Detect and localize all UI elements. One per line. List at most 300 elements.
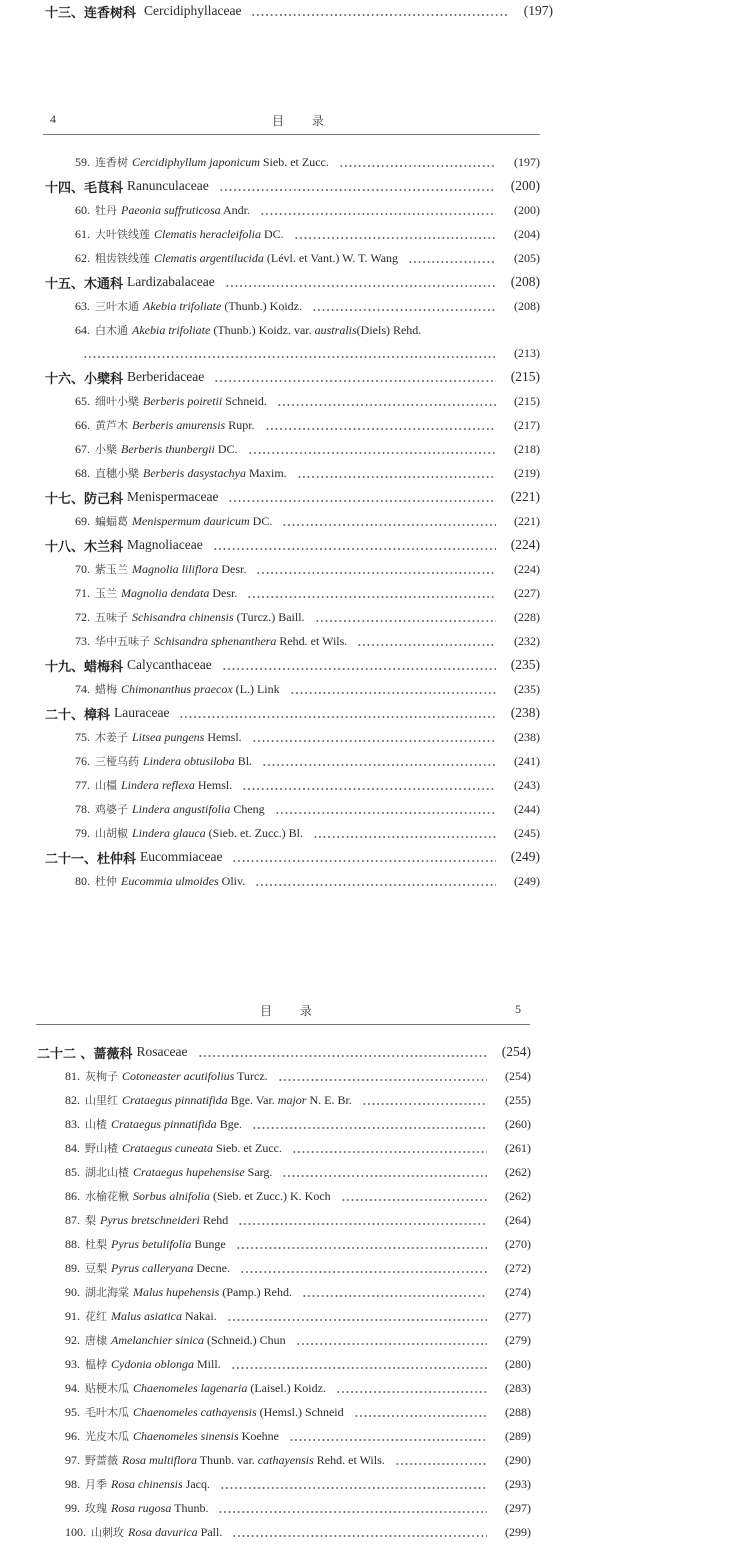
author-text: Jacq. <box>182 1476 210 1491</box>
entry-number: 91. <box>65 1308 80 1323</box>
author-text: Desr. <box>218 561 247 576</box>
page-ref: (264) <box>505 1212 531 1227</box>
entry-cn-name: 牡丹 <box>95 204 117 217</box>
page-ref: (215) <box>510 369 540 384</box>
author-text: (Sieb. et Zucc.) K. Koch <box>210 1188 331 1203</box>
author-text: Ranunculaceae <box>127 178 209 193</box>
page-number: 4 <box>50 112 56 126</box>
author-text: Eucommiaceae <box>140 849 223 864</box>
dot-leader <box>282 516 496 526</box>
section-cn-name: 十三、连香树科 <box>45 5 137 21</box>
dot-leader <box>408 253 496 263</box>
header-rule <box>36 1024 530 1025</box>
author-text: Schneid. <box>222 393 267 408</box>
dot-leader <box>277 396 496 406</box>
dot-leader <box>315 612 496 622</box>
entry-cn-name: 杜仲 <box>95 875 117 888</box>
page-ref: (221) <box>514 513 540 528</box>
entry-cn-name: 蜡梅 <box>95 683 117 696</box>
author-text: Magnoliaceae <box>127 537 203 552</box>
entry-cn-name: 小檗 <box>95 443 117 456</box>
dot-leader <box>240 1263 487 1273</box>
toc-entry-row <box>65 1282 531 1302</box>
entry-number: 86. <box>65 1188 80 1203</box>
page-ref: (197) <box>523 3 553 18</box>
entry-number: 76. <box>75 753 90 768</box>
entry-number: 93. <box>65 1356 80 1371</box>
latin-name: Berberis thunbergii <box>121 441 215 456</box>
dot-leader <box>179 708 496 718</box>
latin-name: Crataegus pinnatifida <box>122 1092 228 1107</box>
entry-number: 64. <box>75 322 90 337</box>
latin-name: Lindera reflexa <box>121 777 195 792</box>
dot-leader <box>218 1503 487 1513</box>
latin-name: Chaenomeles sinensis <box>133 1428 239 1443</box>
latin-name: Clematis heracleifolia <box>154 226 261 241</box>
author-text: Thunb. <box>171 1500 209 1515</box>
page-ref: (272) <box>505 1260 531 1275</box>
latin-name: Schisandra chinensis <box>132 609 234 624</box>
dot-leader <box>228 492 496 502</box>
latin-name: Akebia trifoliate <box>132 322 211 337</box>
page-ref: (200) <box>510 178 540 193</box>
latin-name: Pyrus betulifolia <box>111 1236 192 1251</box>
toc-entry-row <box>65 1522 531 1542</box>
toc-entry-row <box>65 1426 531 1446</box>
entry-cn-name: 玉兰 <box>95 587 117 600</box>
latin-name: Rosa rugosa <box>111 1500 172 1515</box>
page-ref: (205) <box>514 250 540 265</box>
dot-leader <box>232 1527 487 1537</box>
toc-section-row <box>45 703 540 723</box>
dot-leader <box>357 636 496 646</box>
author-text: Sarg. <box>244 1164 273 1179</box>
author-text: (L.) Link <box>232 681 280 696</box>
latin-name: Cercidiphyllum japonicum <box>132 154 260 169</box>
page-ref: (227) <box>514 585 540 600</box>
page-ref: (279) <box>505 1332 531 1347</box>
toc-entry-row <box>75 224 540 244</box>
toc-entry-row <box>65 1186 531 1206</box>
author-text: Rehd. et Wils. <box>313 1452 385 1467</box>
dot-leader <box>251 6 509 16</box>
dot-leader <box>220 1479 487 1489</box>
latin-name: cathayensis <box>257 1452 314 1467</box>
entry-cn-name: 直穗小檗 <box>95 467 139 480</box>
toc-entry-row <box>75 296 540 316</box>
toc-entry-row <box>65 1402 531 1422</box>
toc-entry-row <box>65 1330 531 1350</box>
latin-name: Pyrus bretschneideri <box>100 1212 200 1227</box>
entry-number: 100. <box>65 1524 86 1539</box>
dot-leader <box>198 1047 488 1057</box>
author-text: DC. <box>261 226 284 241</box>
author-text: Bl. <box>234 753 253 768</box>
latin-name: Chimonanthus praecox <box>121 681 233 696</box>
toc-entry-row <box>75 583 540 603</box>
toc-section-row <box>45 176 540 196</box>
author-text: Bge. <box>216 1116 243 1131</box>
entry-cn-name: 三桠乌药 <box>95 755 139 768</box>
toc-entry-row <box>65 1378 531 1398</box>
toc-entry-row <box>65 1498 531 1518</box>
dot-leader <box>232 852 496 862</box>
dot-leader <box>231 1359 487 1369</box>
entry-number: 90. <box>65 1284 80 1299</box>
page-ref: (270) <box>505 1236 531 1251</box>
entry-cn-name: 山橿 <box>95 779 117 792</box>
author-text: (Turcz.) Baill. <box>233 609 305 624</box>
dot-leader <box>312 301 496 311</box>
page-ref: (217) <box>514 417 540 432</box>
latin-name: Litsea pungens <box>132 729 205 744</box>
entry-number: 60. <box>75 202 90 217</box>
dot-leader <box>225 277 496 287</box>
entry-cn-name: 木姜子 <box>95 731 128 744</box>
toc-entry-continuation <box>83 343 540 363</box>
latin-name: Schisandra sphenanthera <box>154 633 277 648</box>
dot-leader <box>296 1335 487 1345</box>
entry-number: 74. <box>75 681 90 696</box>
dot-leader <box>83 348 496 358</box>
page-ref: (208) <box>510 274 540 289</box>
entry-number: 77. <box>75 777 90 792</box>
page-ref: (235) <box>514 681 540 696</box>
latin-name: Malus asiatica <box>111 1308 182 1323</box>
entry-number: 96. <box>65 1428 80 1443</box>
dot-leader <box>255 876 496 886</box>
latin-name: Paeonia suffruticosa <box>121 202 221 217</box>
latin-name: australis <box>314 322 357 337</box>
author-text: DC. <box>214 441 238 456</box>
toc-entry-row <box>65 1306 531 1326</box>
author-text: Hemsl. <box>194 777 233 792</box>
toc-section-row <box>45 1 553 21</box>
toc-section-row <box>45 655 540 675</box>
dot-leader <box>362 1095 487 1105</box>
page-ref: (260) <box>505 1116 531 1131</box>
page-ref: (238) <box>510 705 540 720</box>
dot-leader <box>275 804 496 814</box>
toc-section-row <box>45 272 540 292</box>
author-text: Rupr. <box>225 417 255 432</box>
page-ref: (254) <box>505 1068 531 1083</box>
entry-number: 80. <box>75 873 90 888</box>
latin-name: Magnolia dendata <box>121 585 210 600</box>
entry-number: 95. <box>65 1404 80 1419</box>
page-ref: (213) <box>514 345 540 360</box>
entry-cn-name: 山刺玫 <box>91 1526 124 1539</box>
dot-leader <box>395 1455 487 1465</box>
toc-entry-row <box>75 415 540 435</box>
entry-number: 65. <box>75 393 90 408</box>
section-cn-name: 二十、樟科 <box>45 707 111 723</box>
toc-entry-row <box>75 511 540 531</box>
toc-section-row <box>45 487 540 507</box>
dot-leader <box>236 1239 487 1249</box>
latin-name: Cydonia oblonga <box>111 1356 194 1371</box>
page-ref: (288) <box>505 1404 531 1419</box>
entry-cn-name: 白木通 <box>95 324 128 337</box>
page-ref: (255) <box>505 1092 531 1107</box>
entry-number: 62. <box>75 250 90 265</box>
author-text: (Laisel.) Koidz. <box>247 1380 326 1395</box>
author-text: Sieb. et Zucc. <box>213 1140 282 1155</box>
page-ref: (254) <box>501 1044 531 1059</box>
page-ref: (283) <box>505 1380 531 1395</box>
dot-leader <box>222 660 496 670</box>
entry-number: 92. <box>65 1332 80 1347</box>
dot-leader <box>252 732 496 742</box>
section-cn-name: 十七、防己科 <box>45 491 124 507</box>
author-text: Rehd. et Wils. <box>276 633 348 648</box>
latin-name: Amelanchier sinica <box>111 1332 204 1347</box>
author-text: Nakai. <box>182 1308 217 1323</box>
dot-leader <box>262 756 496 766</box>
entry-cn-name: 细叶小檗 <box>95 395 139 408</box>
page-ref: (238) <box>514 729 540 744</box>
entry-cn-name: 野蔷薇 <box>85 1454 118 1467</box>
entry-cn-name: 连香树 <box>95 156 128 169</box>
toc-entry-row <box>75 751 540 771</box>
entry-cn-name: 紫玉兰 <box>95 563 128 576</box>
page-ref: (243) <box>514 777 540 792</box>
dot-leader <box>313 828 496 838</box>
toc-entry-row <box>75 200 540 220</box>
toc-entry-row <box>65 1114 531 1134</box>
latin-name: Berberis dasystachya <box>143 465 246 480</box>
author-text: Sieb. et Zucc. <box>259 154 329 169</box>
page-ref: (297) <box>505 1500 531 1515</box>
toc-entry-row <box>65 1258 531 1278</box>
page-ref: (249) <box>510 849 540 864</box>
author-text: Bge. Var. <box>227 1092 278 1107</box>
page-ref: (232) <box>514 633 540 648</box>
author-text: Koehne <box>238 1428 279 1443</box>
toc-entry-row <box>75 631 540 651</box>
page-ref: (221) <box>510 489 540 504</box>
page-ref: (274) <box>505 1284 531 1299</box>
latin-name: Crataegus pinnatifida <box>111 1116 217 1131</box>
dot-leader <box>248 444 496 454</box>
entry-number: 78. <box>75 801 90 816</box>
page-ref: (289) <box>505 1428 531 1443</box>
entry-number: 61. <box>75 226 90 241</box>
author-text: Lardizabalaceae <box>127 274 215 289</box>
page-ref: (293) <box>505 1476 531 1491</box>
page-ref: (244) <box>514 801 540 816</box>
entry-number: 84. <box>65 1140 80 1155</box>
latin-name: Akebia trifoliate <box>143 298 222 313</box>
toc-entry-row <box>75 248 540 268</box>
author-text: (Thunb.) Koidz. <box>221 298 302 313</box>
page-ref: (299) <box>505 1524 531 1539</box>
toc-entry-row <box>75 823 540 843</box>
entry-cn-name: 水榆花楸 <box>85 1190 129 1203</box>
toc-entry-row <box>65 1090 531 1110</box>
latin-name: Pyrus calleryana <box>111 1260 194 1275</box>
toc-entry-row <box>75 607 540 627</box>
entry-cn-name: 杜梨 <box>85 1238 107 1251</box>
running-header-title: 目 录 <box>260 1004 324 1018</box>
section-cn-name: 十九、蜡梅科 <box>45 659 124 675</box>
entry-number: 71. <box>75 585 90 600</box>
dot-leader <box>242 780 496 790</box>
latin-name: Sorbus alnifolia <box>133 1188 211 1203</box>
entry-number: 89. <box>65 1260 80 1275</box>
latin-name: Cotoneaster acutifolius <box>122 1068 235 1083</box>
latin-name: Crataegus cuneata <box>122 1140 213 1155</box>
latin-name: Lindera obtusiloba <box>143 753 235 768</box>
entry-number: 97. <box>65 1452 80 1467</box>
entry-number: 59. <box>75 154 90 169</box>
entry-cn-name: 灰栒子 <box>85 1070 118 1083</box>
latin-name: Chaenomeles lagenaria <box>133 1380 248 1395</box>
entry-cn-name: 华中五味子 <box>95 635 150 648</box>
toc-entry-row <box>75 799 540 819</box>
author-text: (Pamp.) Rehd. <box>219 1284 292 1299</box>
entry-cn-name: 鸡婆子 <box>95 803 128 816</box>
page-ref: (228) <box>514 609 540 624</box>
latin-name: major <box>277 1092 307 1107</box>
toc-entry-row <box>65 1162 531 1182</box>
author-text: Cheng <box>230 801 265 816</box>
section-latin-name: Cercidiphyllaceae <box>144 3 242 18</box>
dot-leader <box>238 1215 487 1225</box>
latin-name: Rosa chinensis <box>111 1476 183 1491</box>
author-text: Hemsl. <box>204 729 242 744</box>
page-ref: (208) <box>514 298 540 313</box>
entry-number: 73. <box>75 633 90 648</box>
page-ref: (262) <box>505 1164 531 1179</box>
toc-section-row <box>37 1042 531 1062</box>
entry-number: 85. <box>65 1164 80 1179</box>
dot-leader <box>294 229 496 239</box>
entry-number: 82. <box>65 1092 80 1107</box>
dot-leader <box>289 1431 487 1441</box>
toc-section-row <box>45 847 540 867</box>
toc-entry-row <box>65 1138 531 1158</box>
entry-cn-name: 湖北海棠 <box>85 1286 129 1299</box>
author-text: Mill. <box>194 1356 221 1371</box>
dot-leader <box>297 468 496 478</box>
dot-leader <box>290 684 496 694</box>
latin-name: Eucommia ulmoides <box>121 873 219 888</box>
latin-name: Berberis poiretii <box>143 393 223 408</box>
entry-cn-name: 梨 <box>85 1214 96 1227</box>
toc-entry-row <box>75 391 540 411</box>
toc-entry-row <box>75 727 540 747</box>
dot-leader <box>278 1071 487 1081</box>
section-cn-name: 十五、木通科 <box>45 276 124 292</box>
page-ref: (290) <box>505 1452 531 1467</box>
latin-name: Lindera angustifolia <box>132 801 231 816</box>
author-text: (Diels) Rehd. <box>356 322 422 337</box>
latin-name: Rosa multiflora <box>122 1452 198 1467</box>
latin-name: Berberis amurensis <box>132 417 226 432</box>
dot-leader <box>247 588 496 598</box>
author-text: (Schneid.) Chun <box>203 1332 286 1347</box>
page-ref: (277) <box>505 1308 531 1323</box>
latin-name: Lindera glauca <box>132 825 206 840</box>
entry-cn-name: 月季 <box>85 1478 107 1491</box>
author-text: (Sieb. et. Zucc.) Bl. <box>205 825 303 840</box>
entry-cn-name: 榅桲 <box>85 1358 107 1371</box>
latin-name: Rosa davurica <box>128 1524 198 1539</box>
author-text: Rosaceae <box>136 1044 188 1059</box>
author-text: Maxim. <box>245 465 287 480</box>
entry-cn-name: 玫瑰 <box>85 1502 107 1515</box>
dot-leader <box>336 1383 487 1393</box>
page-ref: (215) <box>514 393 540 408</box>
author-text: Lauraceae <box>114 705 170 720</box>
dot-leader <box>265 420 496 430</box>
entry-cn-name: 五味子 <box>95 611 128 624</box>
entry-number: 72. <box>75 609 90 624</box>
toc-entry-row <box>65 1474 531 1494</box>
dot-leader <box>260 205 496 215</box>
entry-cn-name: 山楂 <box>85 1118 107 1131</box>
section-cn-name: 十八、木兰科 <box>45 539 124 555</box>
dot-leader <box>354 1407 487 1417</box>
entry-number: 94. <box>65 1380 80 1395</box>
page-ref: (249) <box>514 873 540 888</box>
author-text: Berberidaceae <box>127 369 205 384</box>
entry-number: 67. <box>75 441 90 456</box>
toc-entry-row <box>75 320 540 340</box>
latin-name: Malus hupehensis <box>133 1284 220 1299</box>
page-ref: (204) <box>514 226 540 241</box>
toc-entry-row <box>75 152 540 172</box>
author-text: (Thunb.) Koidz. var. <box>210 322 315 337</box>
entry-number: 79. <box>75 825 90 840</box>
author-text: Bunge <box>191 1236 226 1251</box>
page-ref: (245) <box>514 825 540 840</box>
entry-cn-name: 野山楂 <box>85 1142 118 1155</box>
author-text: (Hemsl.) Schneid <box>256 1404 344 1419</box>
page-ref: (200) <box>514 202 540 217</box>
toc-entry-row <box>75 871 540 891</box>
author-text: Desr. <box>209 585 238 600</box>
toc-entry-row <box>65 1066 531 1086</box>
page-ref: (280) <box>505 1356 531 1371</box>
dot-leader <box>292 1143 487 1153</box>
page-ref: (241) <box>514 753 540 768</box>
author-text: Thunb. var. <box>197 1452 258 1467</box>
toc-entry-row <box>65 1234 531 1254</box>
author-text: Pall. <box>197 1524 223 1539</box>
author-text: Andr. <box>220 202 251 217</box>
toc-entry-row <box>75 439 540 459</box>
section-cn-name: 十六、小檗科 <box>45 371 124 387</box>
toc-entry-row <box>75 775 540 795</box>
toc-entry-row <box>65 1210 531 1230</box>
page-ref: (218) <box>514 441 540 456</box>
running-header-title: 目 录 <box>272 114 336 128</box>
entry-number: 70. <box>75 561 90 576</box>
dot-leader <box>339 157 496 167</box>
author-text: Decne. <box>193 1260 230 1275</box>
dot-leader <box>213 540 496 550</box>
entry-number: 63. <box>75 298 90 313</box>
entry-number: 75. <box>75 729 90 744</box>
entry-cn-name: 三叶木通 <box>95 300 139 313</box>
latin-name: Chaenomeles cathayensis <box>133 1404 257 1419</box>
latin-name: Menispermum dauricum <box>132 513 250 528</box>
entry-cn-name: 花红 <box>85 1310 107 1323</box>
section-cn-name: 二十一、杜仲科 <box>45 851 137 867</box>
entry-cn-name: 黄芦木 <box>95 419 128 432</box>
